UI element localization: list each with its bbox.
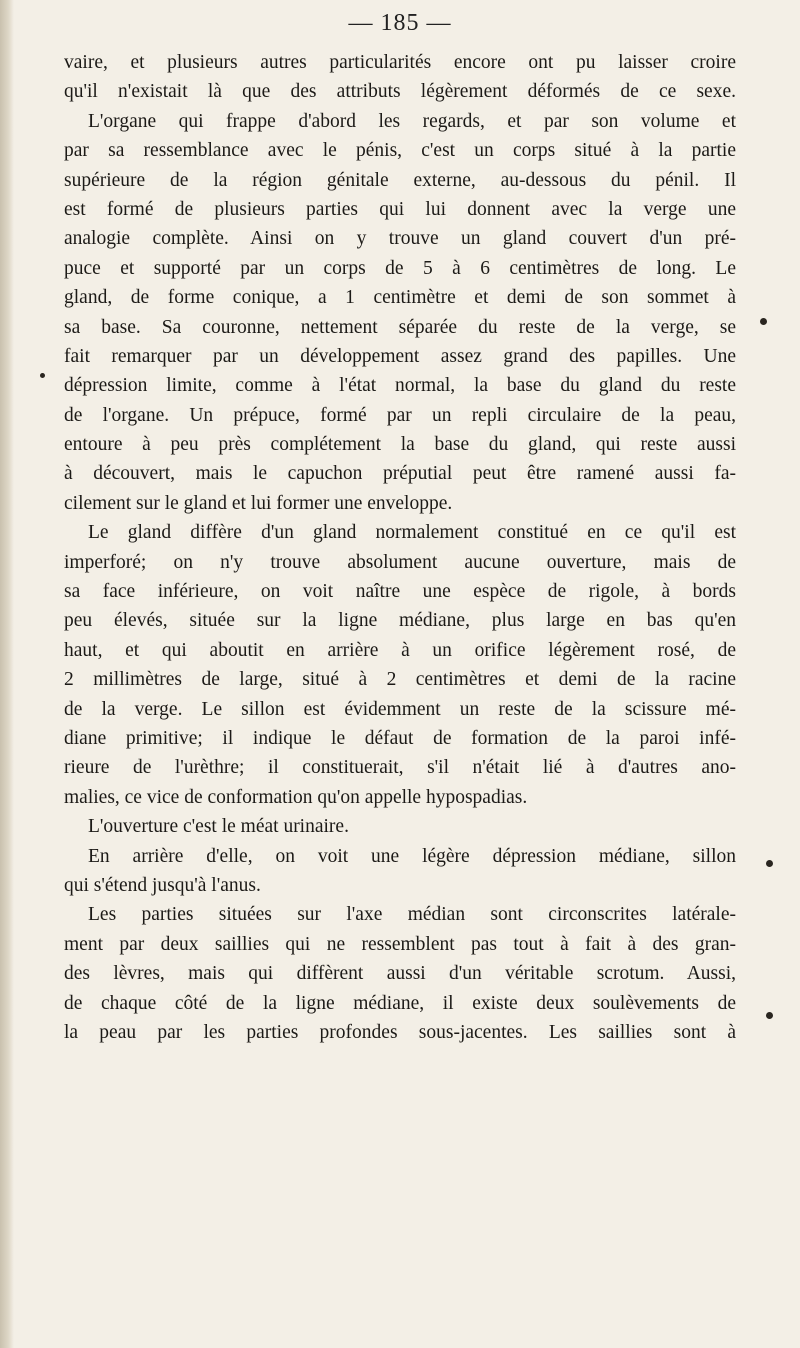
text-line: vaire, et plusieurs autres particularités encore ont pu laisser croire: [64, 52, 736, 73]
text-line: haut, et qui aboutit en arrière à un orifice légèrement rosé, de: [64, 639, 736, 661]
text-line: de l'organe. Un prépuce, formé par un repli circulaire de la peau,: [64, 404, 736, 426]
text-line: analogie complète. Ainsi on y trouve un gland couvert d'un pré-: [64, 228, 736, 250]
body-text: [64, 48, 736, 1047]
text-line: gland, de forme conique, a 1 centimètre et demi de son sommet à: [64, 287, 736, 309]
text-line: Le gland diffère d'un gland normalement constitué en ce qu'il est: [88, 522, 736, 544]
text-line: En arrière d'elle, on voit une légère dépression médiane, sillon: [88, 845, 736, 867]
text-line: fait remarquer par un développement assez grand des papilles. Une: [64, 345, 736, 367]
text-line: des lèvres, mais qui diffèrent aussi d'un véritable scrotum. Aussi,: [64, 963, 736, 985]
page-number: — 185 —: [348, 10, 452, 36]
text-line: entoure à peu près complétement la base du gland, qui reste aussi: [64, 434, 736, 456]
ink-spot: [760, 318, 767, 325]
ink-spot: [766, 1012, 773, 1019]
text-line: est formé de plusieurs parties qui lui donnent avec la verge une: [64, 198, 736, 220]
text-line: à découvert, mais le capuchon préputial peut être ramené aussi fa-: [64, 463, 736, 485]
text-line: sa face inférieure, on voit naître une espèce de rigole, à bords: [64, 581, 736, 603]
text-line: supérieure de la région génitale externe, au-dessous du pénil. Il: [64, 169, 736, 191]
text-line: L'ouverture c'est le méat urinaire.: [88, 816, 349, 838]
text-line: cilement sur le gland et lui former une enveloppe.: [64, 492, 453, 514]
text-line: de chaque côté de la ligne médiane, il existe deux soulèvements de: [64, 992, 736, 1014]
text-line: peu élevés, située sur la ligne médiane, plus large en bas qu'en: [64, 610, 736, 632]
text-line: malies, ce vice de conformation qu'on appelle hypospadias.: [64, 786, 528, 808]
text-line: ment par deux saillies qui ne ressemblent pas tout à fait à des gran-: [64, 933, 736, 955]
text-line: puce et supporté par un corps de 5 à 6 centimètres de long. Le: [64, 257, 736, 279]
page-binding-edge: [0, 0, 14, 1348]
text-line: de la verge. Le sillon est évidemment un reste de la scissure mé-: [64, 698, 736, 720]
text-line: rieure de l'urèthre; il constituerait, s'il n'était lié à d'autres ano-: [64, 757, 736, 779]
text-line: Les parties situées sur l'axe médian sont circonscrites latérale-: [88, 904, 736, 926]
text-line: dépression limite, comme à l'état normal, la base du gland du reste: [64, 375, 736, 397]
text-line: diane primitive; il indique le défaut de formation de la paroi infé-: [64, 727, 736, 749]
text-line: qu'il n'existait là que des attributs légèrement déformés de ce sexe.: [64, 81, 736, 103]
text-line: sa base. Sa couronne, nettement séparée du reste de la verge, se: [64, 316, 736, 338]
text-line: imperforé; on n'y trouve absolument aucune ouverture, mais de: [64, 551, 736, 573]
ink-spot: [766, 860, 773, 867]
text-line: la peau par les parties profondes sous-jacentes. Les saillies sont à: [64, 1021, 736, 1043]
ink-spot: [40, 373, 45, 378]
text-line: 2 millimètres de large, situé à 2 centimètres et demi de la racine: [64, 669, 736, 691]
text-line: L'organe qui frappe d'abord les regards, et par son volume et: [88, 110, 736, 132]
text-line: par sa ressemblance avec le pénis, c'est un corps situé à la partie: [64, 140, 736, 162]
text-line: qui s'étend jusqu'à l'anus.: [64, 874, 261, 896]
